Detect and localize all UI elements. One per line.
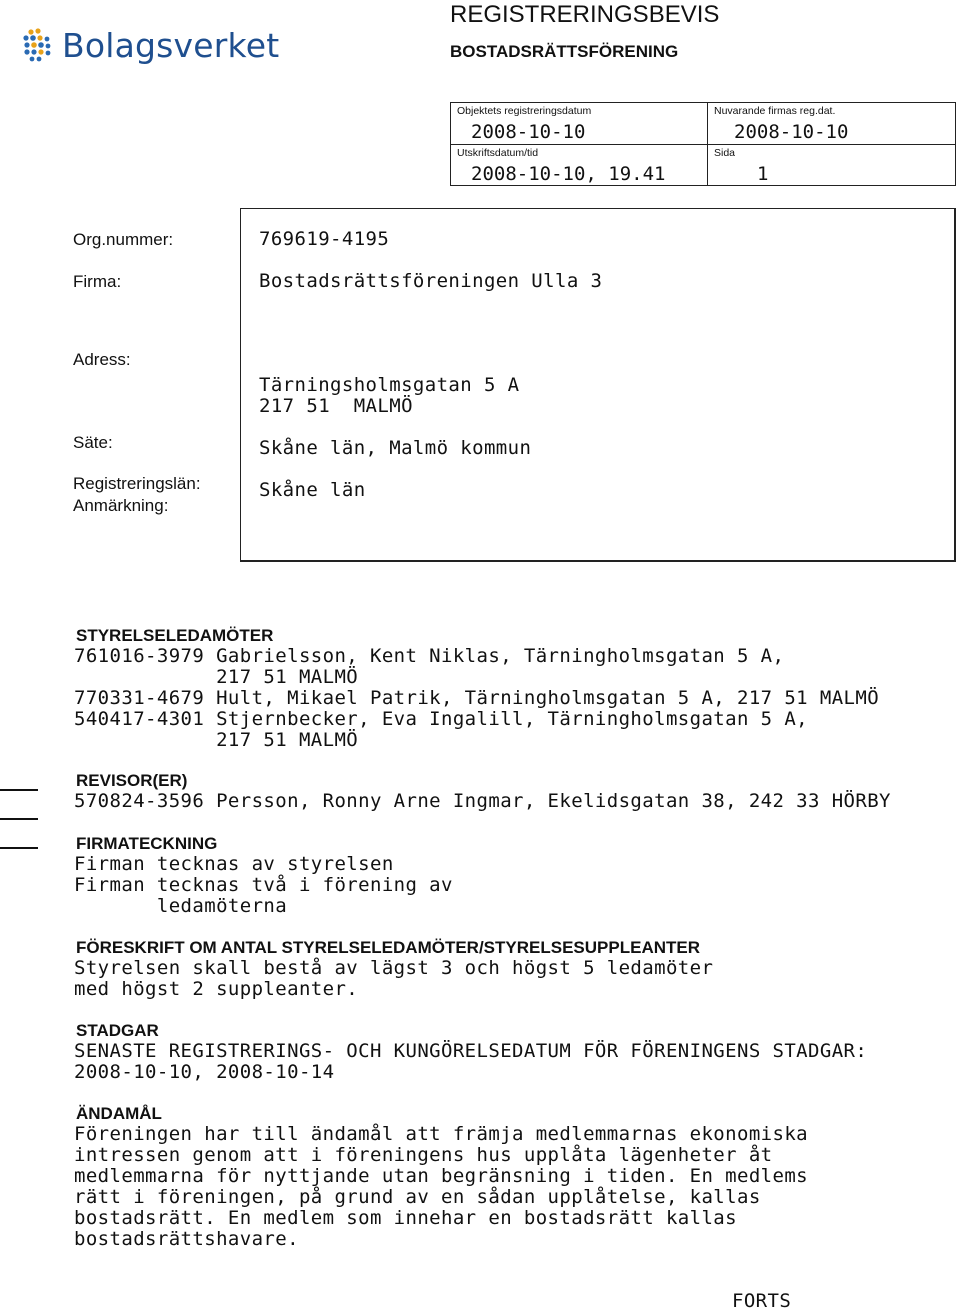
adress-line-1: Tärningsholmsgatan 5 A [259, 374, 520, 396]
list-item: Firman tecknas av styrelsen [74, 853, 394, 875]
margin-mark [0, 818, 38, 820]
foreskrift-heading: FÖRESKRIFT OM ANTAL STYRELSELEDAMÖTER/STYRELSESUPPLEANTER [76, 938, 700, 957]
firm-reg-date-label: Nuvarande firmas reg.dat. [714, 105, 836, 117]
list-item: 217 51 MALMÖ [74, 666, 359, 688]
continued-marker: FORTS [732, 1290, 792, 1312]
andamal-heading: ÄNDAMÅL [76, 1104, 162, 1123]
obj-reg-date-label: Objektets registreringsdatum [457, 105, 592, 117]
margin-mark [0, 789, 38, 791]
logo-text: Bolagsverket [62, 26, 280, 65]
list-item: 540417-4301 Stjernbecker, Eva Ingalill, Tärningholmsgatan 5 A, [74, 708, 809, 730]
foreskrift-list [74, 958, 713, 1000]
sate-label: Säte: [73, 433, 113, 452]
reglan-label: Registreringslän: [73, 474, 201, 493]
print-date-label: Utskriftsdatum/tid [457, 147, 539, 159]
stadgar-list [74, 1041, 867, 1083]
logo [22, 26, 279, 65]
andamal-list [74, 1124, 808, 1250]
firmateckning-list [74, 854, 453, 917]
adress-line-2: 217 51 MALMÖ [259, 395, 413, 417]
list-item: 217 51 MALMÖ [74, 729, 359, 751]
list-item: rätt i föreningen, på grund av en sådan upplåtelse, kallas [74, 1186, 761, 1208]
list-item: 761016-3979 Gabrielsson, Kent Niklas, Tärningholmsgatan 5 A, [74, 645, 785, 667]
list-item: Föreningen har till ändamål att främja medlemmarnas ekonomiska [74, 1123, 809, 1145]
firmateckning-heading: FIRMATECKNING [76, 834, 218, 853]
list-item: SENASTE REGISTRERINGS- OCH KUNGÖRELSEDATUM FÖR FÖRENINGENS STADGAR: [74, 1040, 868, 1062]
list-item: Styrelsen skall bestå av lägst 3 och högst 5 ledamöter [74, 957, 714, 979]
orgnr-value: 769619-4195 [259, 228, 390, 250]
list-item: medlemmarna för nyttjande utan begränsning i tiden. En medlems [74, 1165, 809, 1187]
list-item: bostadsrätt. En medlem som innehar en bostadsrätt kallas [74, 1207, 737, 1229]
sate-value: Skåne län, Malmö kommun [259, 437, 532, 459]
print-date-value: 2008-10-10, 19.41 [471, 163, 666, 185]
list-item: ledamöterna [74, 895, 288, 917]
list-item: 770331-4679 Hult, Mikael Patrik, Tärningholmsgatan 5 A, 217 51 MALMÖ [74, 687, 880, 709]
list-item: 2008-10-10, 2008-10-14 [74, 1061, 335, 1083]
firma-label: Firma: [73, 272, 122, 291]
bolagsverket-dots-icon [22, 27, 56, 65]
anmarkning-label: Anmärkning: [73, 496, 169, 515]
obj-reg-date-cell [451, 103, 708, 145]
adress-label: Adress: [73, 350, 131, 369]
list-item: intressen genom att i föreningens hus upplåta lägenheter åt [74, 1144, 773, 1166]
document-subtitle: BOSTADSRÄTTSFÖRENING [450, 42, 679, 61]
stadgar-heading: STADGAR [76, 1021, 159, 1040]
list-item: 570824-3596 Persson, Ronny Arne Ingmar, Ekelidsgatan 38, 242 33 HÖRBY [74, 790, 891, 812]
reglan-value: Skåne län [259, 479, 366, 501]
styrelse-list [74, 646, 879, 751]
margin-mark [0, 847, 38, 849]
firma-value: Bostadsrättsföreningen Ulla 3 [259, 270, 603, 292]
list-item: bostadsrättshavare. [74, 1228, 299, 1250]
revisor-list [74, 791, 891, 812]
firm-reg-date-cell [708, 103, 955, 145]
print-date-cell [451, 145, 708, 185]
page-number: 1 [757, 163, 769, 185]
revisor-heading: REVISOR(ER) [76, 771, 188, 790]
orgnr-label: Org.nummer: [73, 230, 174, 249]
list-item: med högst 2 suppleanter. [74, 978, 359, 1000]
firm-reg-date-value: 2008-10-10 [734, 121, 849, 143]
styrelse-heading: STYRELSELEDAMÖTER [76, 626, 274, 645]
obj-reg-date-value: 2008-10-10 [471, 121, 586, 143]
list-item: Firman tecknas två i förening av [74, 874, 453, 896]
document-title: REGISTRERINGSBEVIS [450, 1, 720, 28]
page-label: Sida [714, 147, 736, 159]
page-cell [708, 145, 955, 185]
info-box [450, 102, 956, 186]
